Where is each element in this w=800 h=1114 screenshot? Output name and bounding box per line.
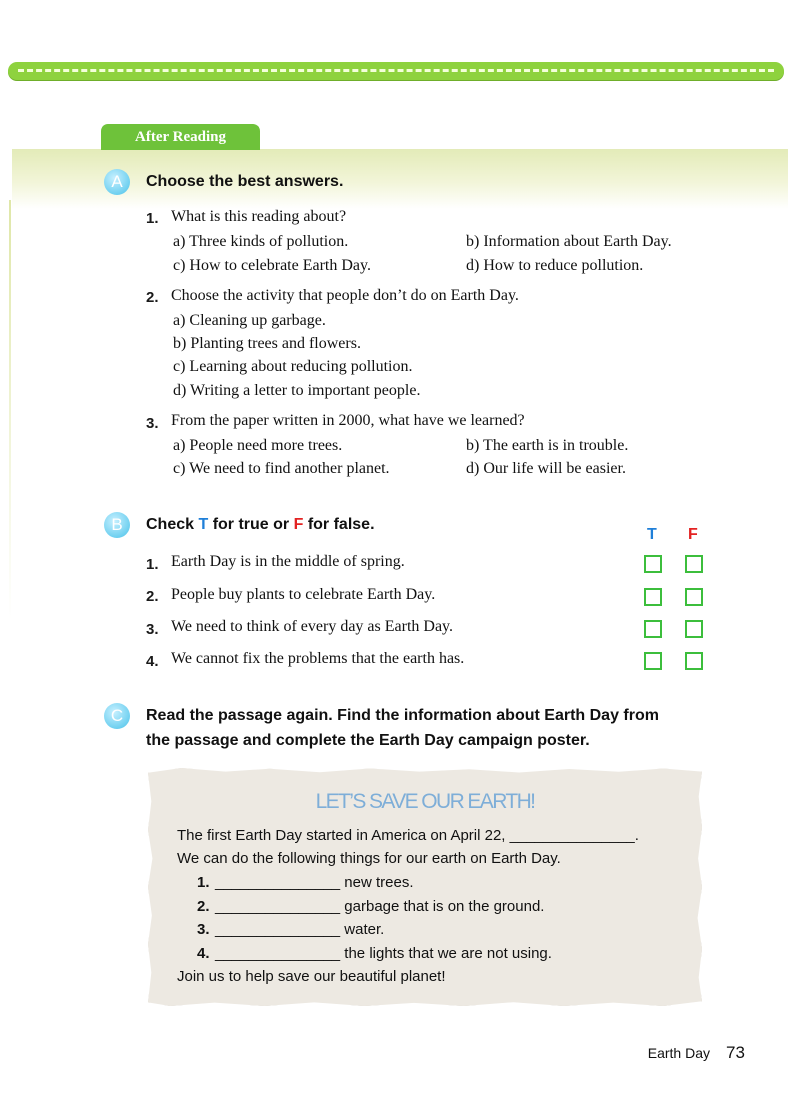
question-2-text: Choose the activity that people don’t do on Earth Day. <box>171 287 519 304</box>
question-1-option-a: a) Three kinds of pollution. <box>173 233 349 250</box>
page-number: 73 <box>726 1043 745 1062</box>
statement-2-true-checkbox[interactable] <box>644 588 662 606</box>
poster-item-4-text: _______________ the lights that we are not using. <box>215 945 552 962</box>
statement-2-number: 2. <box>146 588 159 605</box>
question-2-option-b: b) Planting trees and flowers. <box>173 335 361 352</box>
question-2-number: 2. <box>146 289 159 306</box>
heading-post: for false. <box>303 516 375 533</box>
section-c-badge: C <box>104 703 130 729</box>
section-a-badge: A <box>104 169 130 195</box>
poster-item-1-number: 1. <box>197 874 210 891</box>
question-2-option-d: d) Writing a letter to important people. <box>173 382 421 399</box>
question-2-option-c: c) Learning about reducing pollution. <box>173 358 413 375</box>
poster-item-1-text: _______________ new trees. <box>215 874 414 891</box>
statement-3-text: We need to think of every day as Earth Day. <box>171 618 454 635</box>
question-3-option-b: b) The earth is in trouble. <box>466 437 629 454</box>
false-column-label: F <box>688 526 698 543</box>
left-margin-rule <box>9 200 11 620</box>
after-reading-tab: After Reading <box>101 124 260 150</box>
poster-closing-line: Join us to help save our beautiful planet! <box>177 968 446 985</box>
statement-4-text: We cannot fix the problems that the earth has. <box>171 650 465 667</box>
question-3-option-d: d) Our life will be easier. <box>466 460 626 477</box>
poster-item-2-text: _______________ garbage that is on the ground. <box>215 898 545 915</box>
question-1-option-c: c) How to celebrate Earth Day. <box>173 257 371 274</box>
section-c-heading-line-1: Read the passage again. Find the information about Earth Day from <box>146 707 659 724</box>
statement-1-text: Earth Day is in the middle of spring. <box>171 553 405 570</box>
poster-item-2-number: 2. <box>197 898 210 915</box>
question-1-number: 1. <box>146 210 159 227</box>
statement-2-false-checkbox[interactable] <box>685 588 703 606</box>
poster-title: LET’S SAVE OUR EARTH! <box>315 790 535 813</box>
poster-intro-line-2: We can do the following things for our earth on Earth Day. <box>177 850 561 867</box>
statement-1-number: 1. <box>146 556 159 573</box>
footer-chapter-title: Earth Day <box>647 1045 710 1061</box>
statement-4-false-checkbox[interactable] <box>685 652 703 670</box>
section-c-heading-line-2: the passage and complete the Earth Day campaign poster. <box>146 732 590 749</box>
statement-3-number: 3. <box>146 621 159 638</box>
question-1-option-d: d) How to reduce pollution. <box>466 257 644 274</box>
section-b-badge: B <box>104 512 130 538</box>
poster-intro-line-1: The first Earth Day started in America on April 22, _______________. <box>177 827 639 844</box>
heading-mid: for true or <box>208 516 294 533</box>
true-column-label: T <box>647 526 657 543</box>
heading-f-letter: F <box>293 516 304 533</box>
heading-check: Check <box>146 516 199 533</box>
statement-4-number: 4. <box>146 653 159 670</box>
question-3-option-a: a) People need more trees. <box>173 437 343 454</box>
poster-item-3-number: 3. <box>197 921 210 938</box>
question-3-option-c: c) We need to find another planet. <box>173 460 390 477</box>
poster-item-3-text: _______________ water. <box>215 921 385 938</box>
section-a-heading: Choose the best answers. <box>146 173 344 190</box>
question-1-option-b: b) Information about Earth Day. <box>466 233 672 250</box>
statement-3-false-checkbox[interactable] <box>685 620 703 638</box>
question-2-option-a: a) Cleaning up garbage. <box>173 312 326 329</box>
question-3-number: 3. <box>146 415 159 432</box>
top-decor-dash <box>18 69 774 72</box>
statement-4-true-checkbox[interactable] <box>644 652 662 670</box>
statement-3-true-checkbox[interactable] <box>644 620 662 638</box>
heading-t-letter: T <box>198 516 209 533</box>
statement-1-true-checkbox[interactable] <box>644 555 662 573</box>
statement-1-false-checkbox[interactable] <box>685 555 703 573</box>
poster-item-4-number: 4. <box>197 945 210 962</box>
section-b-heading <box>146 516 375 534</box>
question-1-text: What is this reading about? <box>171 208 347 225</box>
question-3-text: From the paper written in 2000, what have we learned? <box>171 412 525 429</box>
statement-2-text: People buy plants to celebrate Earth Day. <box>171 586 436 603</box>
